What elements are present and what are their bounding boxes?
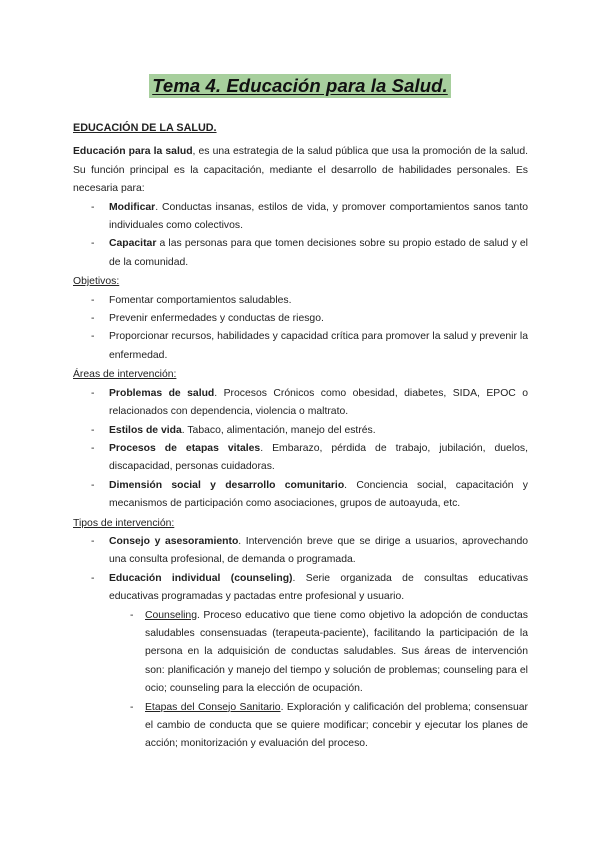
section-heading: EDUCACIÓN DE LA SALUD. <box>73 122 217 134</box>
item-text: . Procesos Crónicos como obesidad, diabetes, SIDA, EPOC o relacionados con dependencia, violencia o maltrato. <box>109 387 528 418</box>
areas-colon: : <box>173 369 177 381</box>
item-term: Capacitar <box>109 238 157 250</box>
title-wrap <box>0 74 600 98</box>
nested-list-item <box>73 699 528 754</box>
intro-term: Educación para la salud <box>73 146 193 158</box>
item-text: a las personas para que tomen decisiones sobre su propio estado de salud y el de la comunidad. <box>109 238 528 268</box>
list-item <box>73 477 528 514</box>
tipos-nested-list <box>73 607 528 754</box>
item-term: Procesos de etapas vitales <box>109 442 261 454</box>
item-text: . Intervención breve que se dirige a usuarios, aprovechando una consulta profesional, de demanda o programada. <box>109 535 528 566</box>
page-title: Tema 4. Educación para la Salud. <box>149 74 451 98</box>
intro-text: , es una estrategia de la salud pública que usa la promoción de la salud. Su función principal es la capacitación, mediante el desarrollo de habilidades personales. Es necesaria para: <box>73 146 528 195</box>
list-item: - Prevenir enfermedades y conductas de riesgo. <box>73 310 528 328</box>
item-term: Estilos de vida <box>109 424 182 436</box>
areas-heading <box>73 366 528 384</box>
item-text: . Embarazo, pérdida de trabajo, jubilación, duelos, discapacidad, personas cuidadoras. <box>109 442 529 473</box>
list-item <box>73 422 528 440</box>
list-item: - Fomentar comportamientos saludables. <box>73 292 528 310</box>
nested-list-item <box>73 607 528 699</box>
item-text: . Conductas insanas, estilos de vida, y promover comportamientos sanos tanto individuales como colectivos. <box>109 201 528 232</box>
objetivos-heading <box>73 273 528 291</box>
objetivos-label: Objetivos <box>73 276 117 288</box>
intro-paragraph <box>73 143 528 198</box>
list-item <box>73 385 528 422</box>
list-item: - Proporcionar recursos, habilidades y capacidad crítica para promover la salud y prevenir la enfermedad. <box>73 328 528 365</box>
item-term: Educación individual (counseling) <box>109 572 293 584</box>
tipos-colon: : <box>171 517 175 529</box>
item-term: Dimensión social y desarrollo comunitario <box>109 479 345 491</box>
item-text: . Proceso educativo que tiene como objetivo la adopción de conductas saludables consensuadas (terapeuta-paciente), facilitando la participación de la persona en la adquisición de conductas saludables. Sus áreas de intervención son: planificación y manejo del tiempo y solución de problemas; counseling para el ocio; counseling para la elección de ocupación. <box>145 609 528 695</box>
document-body <box>73 119 528 754</box>
tipos-heading <box>73 515 528 533</box>
item-term: Counseling <box>145 609 197 621</box>
item-term: Modificar <box>109 201 156 213</box>
tipos-label: Tipos de intervención <box>73 517 172 529</box>
item-text: . Exploración y calificación del problema; consensuar el cambio de conducta que se quiere modificar; concebir y ejecutar los planes de acción; monitorización y evaluación del proceso. <box>145 701 528 750</box>
list-item <box>73 533 528 570</box>
list-item <box>73 199 528 236</box>
list-item <box>73 235 528 272</box>
tipos-list <box>73 533 528 607</box>
list-item <box>73 570 528 607</box>
item-text: . Tabaco, alimentación, manejo del estrés. <box>181 424 376 436</box>
needs-list <box>73 199 528 273</box>
objetivos-list <box>73 292 528 366</box>
objetivos-colon: : <box>116 276 120 288</box>
item-text: . Serie organizada de consultas educativas educativas programadas y pactadas entre profesional y usuario. <box>109 572 529 603</box>
areas-list <box>73 385 528 514</box>
item-term: Etapas del Consejo Sanitario <box>145 701 281 713</box>
item-term: Problemas de salud <box>109 387 215 399</box>
list-item <box>73 440 528 477</box>
item-text: . Conciencia social, capacitación y mecanismos de participación como asociaciones, grupos de autoayuda, etc. <box>109 479 528 510</box>
item-term: Consejo y asesoramiento <box>109 535 239 547</box>
areas-label: Áreas de intervención <box>73 369 174 381</box>
